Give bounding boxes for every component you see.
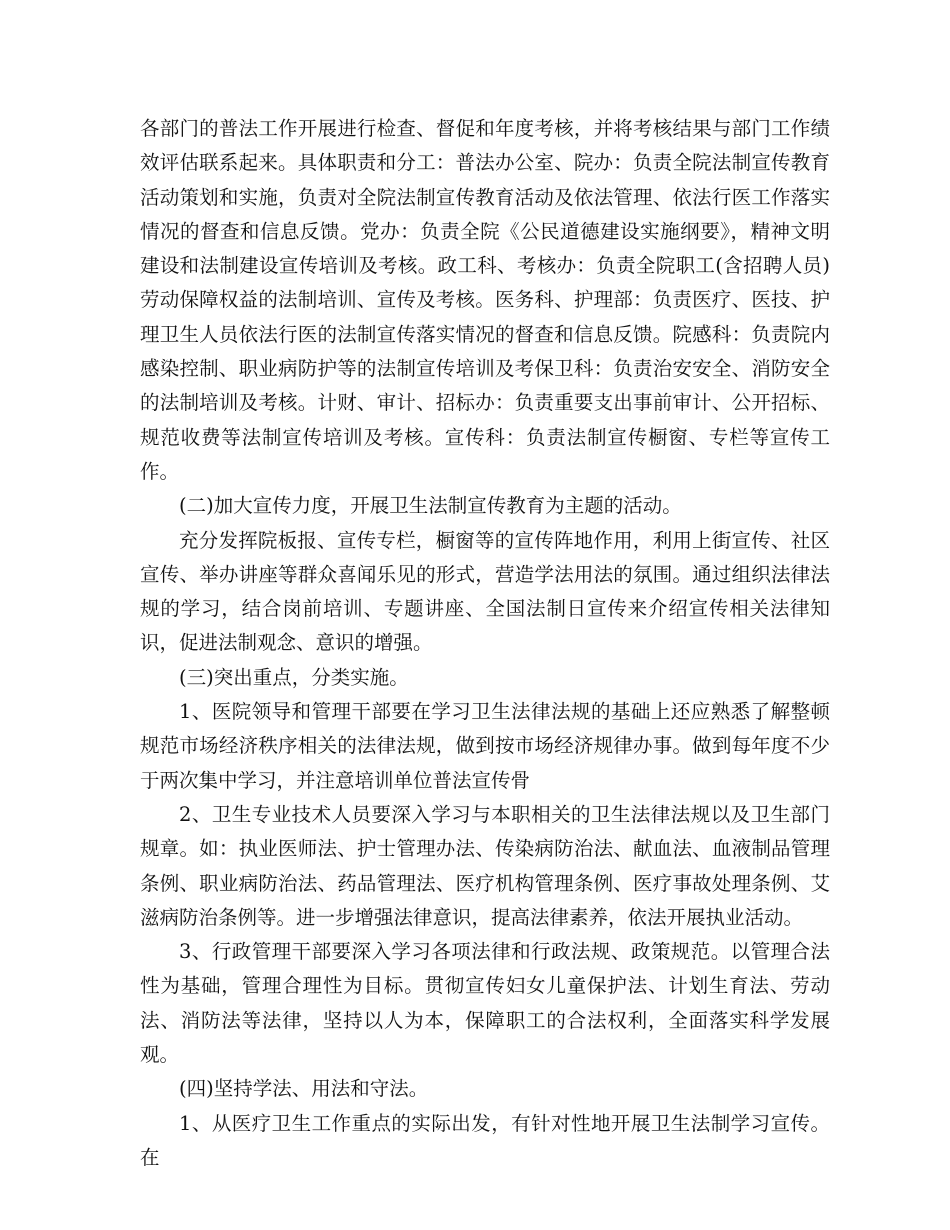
heading-section-3: (三)突出重点，分类实施。	[179, 665, 409, 689]
paragraph-publicity: 充分发挥院板报、宣传专栏，橱窗等的宣传阵地作用，利用上街宣传、社区宣传、举办讲座等群众喜闻乐见的形式，营造学法用法的氛围。通过组织法律法规的学习，结合岗前培训、专题讲座、全国法制日宣传来介绍宣传相关法律知识，促进法制观念、意识的增强。	[140, 528, 830, 655]
paragraph-item-admin-staff: 3、行政管理干部要深入学习各项法律和行政法规、政策规范。以管理合法性为基础，管理合理性为目标。贯彻宣传妇女儿童保护法、计划生育法、劳动法、消防法等法律，坚持以人为本，保障职工的合法权利，全面落实科学发展观。	[140, 940, 830, 1067]
paragraph-item-leaders: 1、医院领导和管理干部要在学习卫生法律法规的基础上还应熟悉了解整顿规范市场经济秩序相关的法律法规，做到按市场经济规律办事。做到每年度不少于两次集中学习，并注意培训单位普法宣传骨	[140, 700, 830, 792]
paragraph-item-technical-staff: 2、卫生专业技术人员要深入学习与本职相关的卫生法律法规以及卫生部门规章。如：执业医师法、护士管理办法、传染病防治法、献血法、血液制品管理条例、职业病防治法、药品管理法、医疗机构管理条例、医疗事故处理条例、艾滋病防治条例等。进一步增强法律意识，提高法律素养，依法开展执业活动。	[140, 802, 830, 929]
heading-section-4: (四)坚持学法、用法和守法。	[179, 1077, 429, 1101]
document-body	[140, 112, 830, 1175]
paragraph-duties: 各部门的普法工作开展进行检查、督促和年度考核，并将考核结果与部门工作绩效评估联系起来。具体职责和分工：普法办公室、院办：负责全院法制宣传教育活动策划和实施，负责对全院法制宣传教育活动及依法管理、依法行医工作落实情况的督查和信息反馈。党办：负责全院《公民道德建设实施纲要》，精神文明建设和法制建设宣传培训及考核。政工科、考核办：负责全院职工(含招聘人员)劳动保障权益的法制培训、宣传及考核。医务科、护理部：负责医疗、医技、护理卫生人员依法行医的法制宣传落实情况的督查和信息反馈。院感科：负责院内感染控制、职业病防护等的法制宣传培训及考保卫科：负责治安安全、消防安全的法制培训及考核。计财、审计、招标办：负责重要支出事前审计、公开招标、规范收费等法制宣传培训及考核。宣传科：负责法制宣传橱窗、专栏等宣传工作。	[140, 117, 830, 483]
paragraph-item-practice: 1、从医疗卫生工作重点的实际出发，有针对性地开展卫生法制学习宣传。在	[140, 1111, 830, 1169]
heading-section-2: (二)加大宣传力度，开展卫生法制宣传教育为主题的活动。	[179, 494, 682, 518]
